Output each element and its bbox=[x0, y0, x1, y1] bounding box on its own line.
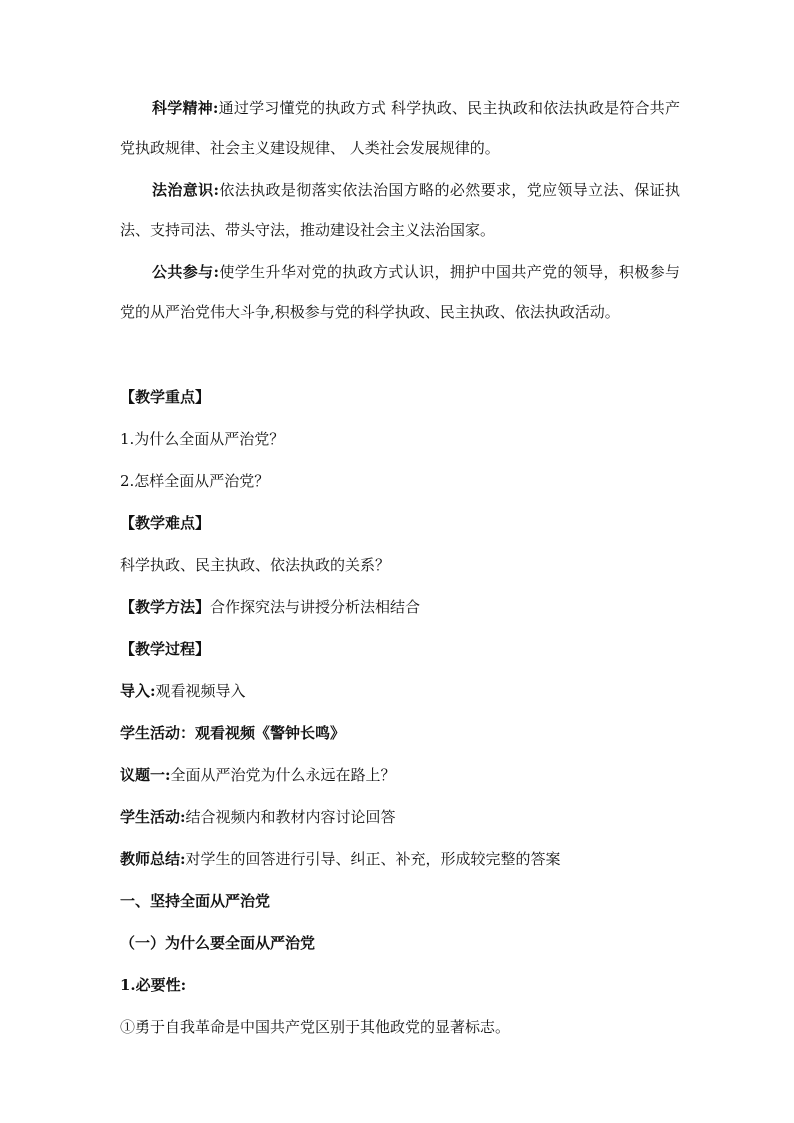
teacher-label: 教师总结: bbox=[120, 850, 186, 868]
process-heading: 【教学过程】 bbox=[120, 640, 211, 658]
topic-one-label: 议题一: bbox=[120, 766, 171, 784]
activity-text: 结合视频内和教材内容讨论回答 bbox=[185, 808, 396, 826]
activity-video: 学生活动：观看视频《警钟长鸣》 bbox=[120, 724, 346, 742]
subsection-title: （一）为什么要全面从严治党 bbox=[120, 934, 316, 952]
method-heading: 【教学方法】 bbox=[120, 598, 211, 616]
method-text: 合作探究法与讲授分析法相结合 bbox=[210, 598, 421, 616]
point-item: ①勇于自我革命是中国共产党区别于其他政党的显著标志。 bbox=[120, 1018, 511, 1036]
topic-one-text: 全面从严治党为什么永远在路上？ bbox=[170, 766, 396, 784]
objective-text: 使学生升华对党的执政方式认识，拥护中国共产党的领导，积极参与党的从严治党伟大斗争,积极参与党的科学执政、民主执政、依法执政活动。 bbox=[120, 263, 680, 321]
key-points-heading: 【教学重点】 bbox=[120, 388, 211, 406]
section-title: 一、坚持全面从严治党 bbox=[120, 892, 271, 910]
method-line bbox=[120, 586, 680, 628]
document-page bbox=[120, 88, 680, 1048]
key-point-item: 2.怎样全面从严治党？ bbox=[120, 472, 270, 490]
teacher-summary-line bbox=[120, 838, 680, 880]
activity-label: 学生活动: bbox=[120, 808, 186, 826]
difficulty-heading: 【教学难点】 bbox=[120, 514, 211, 532]
intro-text: 观看视频导入 bbox=[155, 682, 246, 700]
difficulty-text: 科学执政、民主执政、依法执政的关系？ bbox=[120, 556, 391, 574]
intro-label: 导入: bbox=[120, 682, 156, 700]
point-heading: 1.必要性: bbox=[120, 976, 187, 994]
objective-participation bbox=[120, 252, 680, 332]
teacher-text: 对学生的回答进行引导、纠正、补充，形成较完整的答案 bbox=[185, 850, 561, 868]
objective-label: 法治意识: bbox=[152, 181, 220, 199]
objective-law bbox=[120, 170, 680, 250]
objective-text: 通过学习懂党的执政方式 科学执政、民主执政和依法执政是符合共产党执政规律、社会主义建设规律、 人类社会发展规律的。 bbox=[120, 99, 680, 157]
topic-one-line bbox=[120, 754, 680, 796]
intro-line bbox=[120, 670, 680, 712]
objective-label: 科学精神: bbox=[152, 99, 219, 117]
key-point-item: 1.为什么全面从严治党？ bbox=[120, 430, 285, 448]
objective-label: 公共参与: bbox=[152, 263, 220, 281]
objective-text: 依法执政是彻落实依法治国方略的必然要求，党应领导立法、保证执法、支持司法、带头守法，推动建设社会主义法治国家。 bbox=[120, 181, 680, 239]
activity-discussion-line bbox=[120, 796, 680, 838]
objective-science bbox=[120, 88, 680, 168]
